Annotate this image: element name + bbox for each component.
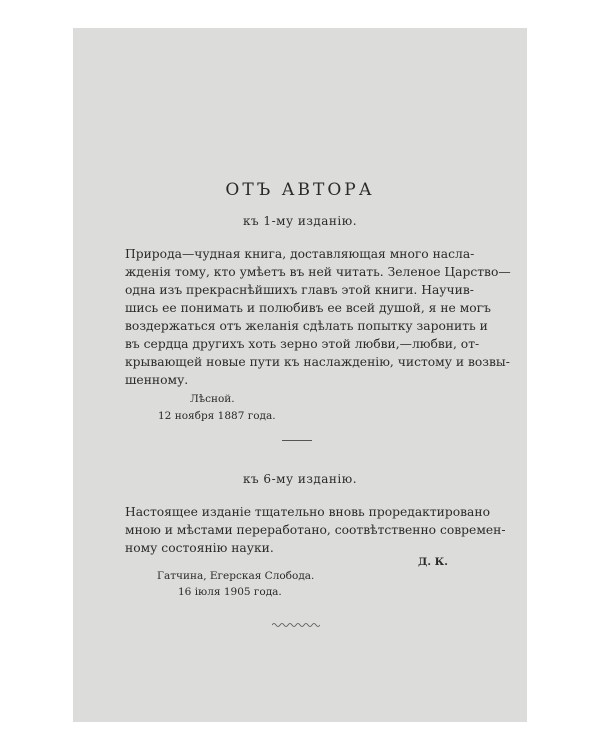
first-edition-place: Лѣсной. xyxy=(190,393,235,405)
page-title: ОТЪ АВТОРА xyxy=(225,180,375,200)
paragraph-line: одна изъ прекраснѣйшихъ главъ этой книги. Научив- xyxy=(125,283,474,297)
section-divider xyxy=(282,440,312,441)
first-edition-date: 12 ноября 1887 года. xyxy=(158,410,276,422)
ornament-squiggle xyxy=(272,622,320,628)
sixth-edition-place: Гатчина, Егерская Слобода. xyxy=(157,570,315,582)
paragraph-line: шенному. xyxy=(125,373,189,387)
first-edition-heading: къ 1-му изданію. xyxy=(242,214,358,228)
sixth-edition-heading: къ 6-му изданію. xyxy=(242,472,358,486)
paragraph-line: въ сердца другихъ хоть зерно этой любви,—любви, от- xyxy=(125,337,480,351)
paragraph-line: шись ее понимать и полюбивъ ее всей душой, я не могъ xyxy=(125,301,491,315)
paragraph-line: Настоящее изданіе тщательно вновь проредактировано xyxy=(125,505,490,519)
paragraph-line: мною и мѣстами переработано, соотвѣтственно современ- xyxy=(125,523,506,537)
sixth-edition-date: 16 іюля 1905 года. xyxy=(178,586,282,598)
paragraph-line: Природа—чудная книга, доставляющая много насла- xyxy=(125,247,475,261)
signature: Д. К. xyxy=(418,556,448,568)
paragraph-line: ному состоянію науки. xyxy=(125,541,274,555)
paragraph-line: жденія тому, кто умѣетъ въ ней читать. Зеленое Царство— xyxy=(125,265,511,279)
paragraph-line: воздержаться отъ желанія сдѣлать попытку заронить и xyxy=(125,319,488,333)
paragraph-line: крывающей новые пути къ наслажденію, чистому и возвы- xyxy=(125,355,510,369)
